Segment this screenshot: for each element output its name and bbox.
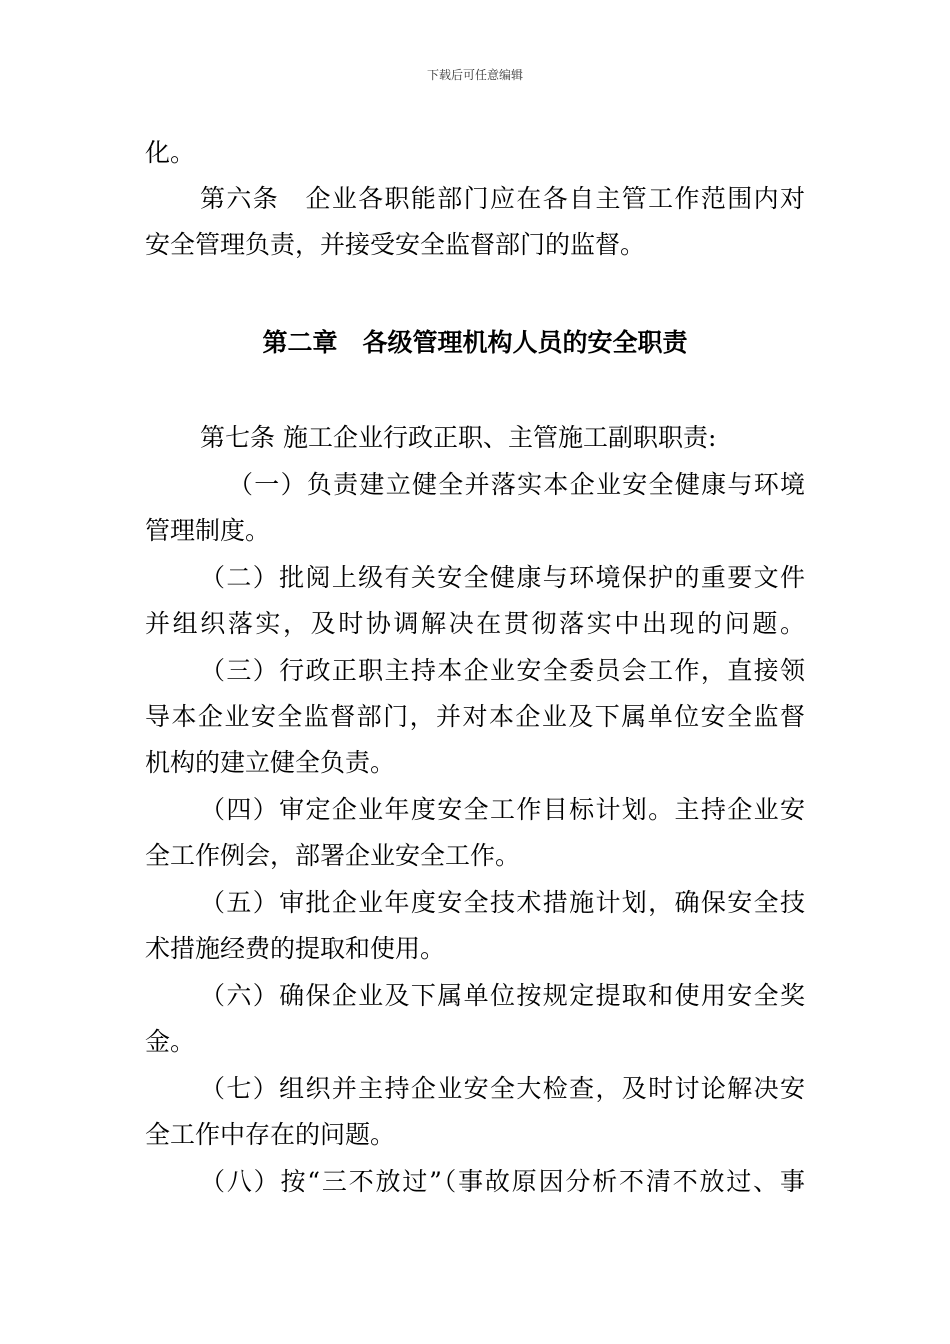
clause-6-line: （六）确保企业及下属单位按规定提取和使用安全奖 xyxy=(200,981,805,1010)
clause-8-line: （八）按“三不放过”（事故原因分析不清不放过、事 xyxy=(200,1167,805,1196)
clause-4-line: （四）审定企业年度安全工作目标计划。主持企业安 xyxy=(200,795,805,824)
text-line: 全工作例会，部署企业安全工作。 xyxy=(145,841,521,870)
clause-2-line: （二）批阅上级有关安全健康与环境保护的重要文件 xyxy=(200,563,805,592)
article-6-line: 第六条 企业各职能部门应在各自主管工作范围内对 xyxy=(200,184,805,213)
clause-1-line: （一）负责建立健全并落实本企业安全健康与环境 xyxy=(228,470,805,499)
text-line: 并组织落实，及时协调解决在贯彻落实中出现的问题。 xyxy=(145,609,805,638)
text-line: 安全管理负责，并接受安全监督部门的监督。 xyxy=(145,230,646,259)
clause-5-line: （五）审批企业年度安全技术措施计划，确保安全技 xyxy=(200,888,805,917)
article-7-line: 第七条 施工企业行政正职、主管施工副职职责: xyxy=(200,423,717,452)
text-line: 术措施经费的提取和使用。 xyxy=(145,934,446,963)
text-line: 导本企业安全监督部门，并对本企业及下属单位安全监督 xyxy=(145,702,805,731)
clause-3-line: （三）行政正职主持本企业安全委员会工作，直接领 xyxy=(200,656,805,685)
text-line: 管理制度。 xyxy=(145,516,271,545)
text-line: 化。 xyxy=(145,138,196,167)
page-header: 下载后可任意编辑 xyxy=(426,68,523,82)
text-line: 机构的建立健全负责。 xyxy=(145,748,396,777)
text-line: 金。 xyxy=(145,1027,196,1056)
chapter-title: 第二章 各级管理机构人员的安全职责 xyxy=(262,328,688,357)
clause-7-line: （七）组织并主持企业安全大检查，及时讨论解决安 xyxy=(200,1074,805,1103)
text-line: 全工作中存在的问题。 xyxy=(145,1120,396,1149)
